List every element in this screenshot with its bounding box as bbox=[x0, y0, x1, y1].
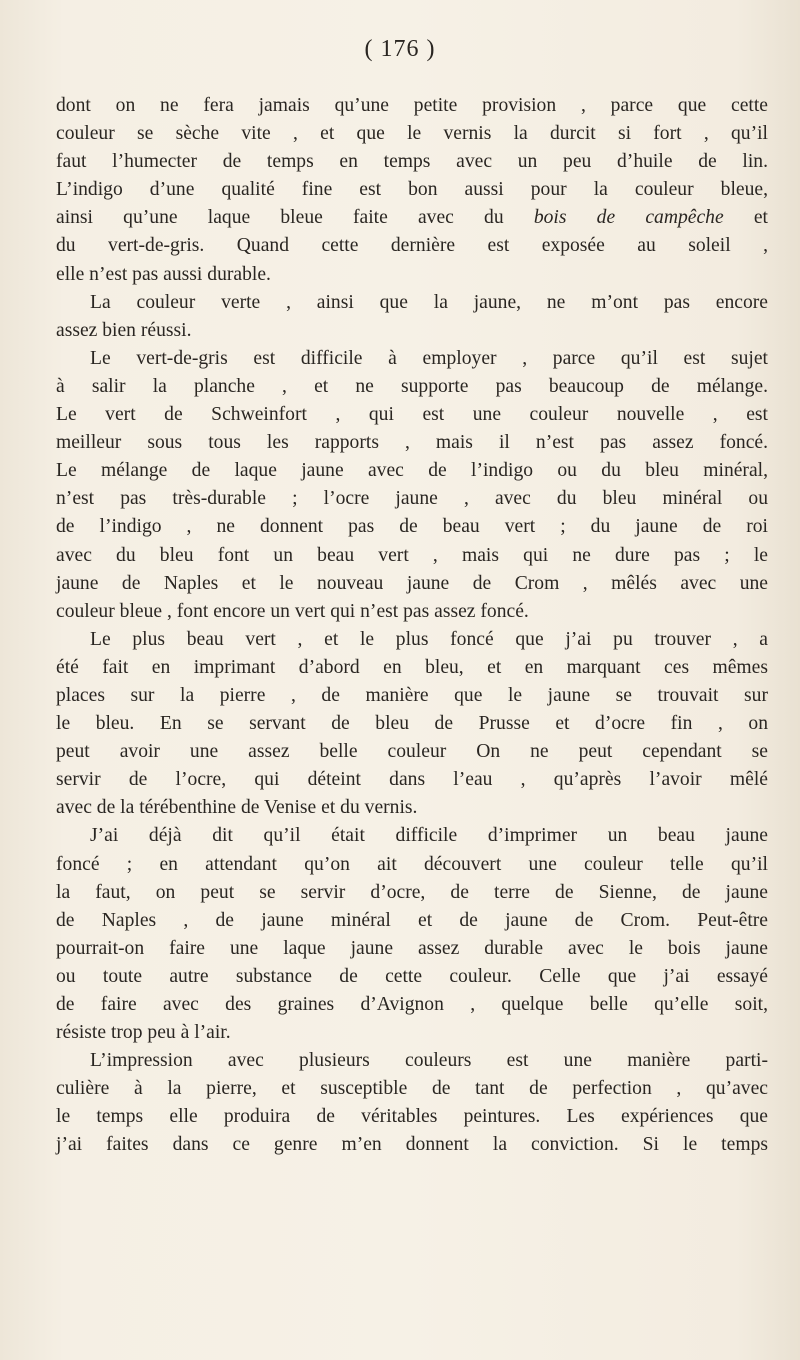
text-line: de faire avec des graines d’Avignon , quelque belle qu’elle soit, bbox=[56, 994, 768, 1015]
text-line: le temps elle produira de véritables peintures. Les expériences que bbox=[56, 1106, 768, 1128]
text-line: à salir la planche , et ne supporte pas beaucoup de mélange. bbox=[56, 375, 768, 397]
text-line: du vert-de-gris. Quand cette dernière est exposée au soleil , bbox=[56, 235, 768, 257]
text-line: de Naples , de jaune minéral et de jaune de Crom. Peut-être bbox=[56, 909, 768, 931]
text-line: assez bien réussi. bbox=[56, 319, 192, 341]
text-line: dont on ne fera jamais qu’une petite provision , parce que cette bbox=[56, 95, 768, 116]
text-line: La couleur verte , ainsi que la jaune, ne m’ont pas encore bbox=[90, 291, 768, 313]
text-line: le bleu. En se servant de bleu de Prusse et d’ocre fin , on bbox=[56, 713, 768, 735]
body-text bbox=[56, 92, 768, 1160]
text-line: L’indigo d’une qualité fine est bon aussi pour la couleur bleue, bbox=[56, 179, 768, 201]
text-line: la faut, on peut se servir d’ocre, de terre de Sienne, de jaune bbox=[56, 881, 768, 903]
text-line: culière à la pierre, et susceptible de tant de perfection , qu’avec bbox=[56, 1078, 768, 1100]
text-line: meilleur sous tous les rapports , mais il n’est pas assez foncé. bbox=[56, 432, 768, 454]
text-line: couleur bleue , font encore un vert qui n’est pas assez foncé. bbox=[56, 600, 529, 622]
text-line: Le mélange de laque jaune avec de l’indigo ou du bleu minéral, bbox=[56, 460, 768, 482]
text-line: elle n’est pas aussi durable. bbox=[56, 263, 271, 285]
text-line: résiste trop peu à l’air. bbox=[56, 1022, 231, 1044]
text-line: jaune de Naples et le nouveau jaune de Crom , mêlés avec une bbox=[56, 572, 768, 594]
text-line: ainsi qu’une laque bleue faite avec du bois de campêche et bbox=[56, 207, 768, 229]
text-line: pourrait-on faire une laque jaune assez durable avec le bois jaune bbox=[56, 937, 768, 959]
text-line: été fait en imprimant d’abord en bleu, et en marquant ces mêmes bbox=[56, 656, 768, 678]
page-number: ( 176 ) bbox=[364, 36, 436, 62]
text-line: J’ai déjà dit qu’il était difficile d’imprimer un beau jaune bbox=[90, 825, 768, 847]
text-line: de l’indigo , ne donnent pas de beau vert ; du jaune de roi bbox=[56, 516, 768, 538]
text-line: foncé ; en attendant qu’on ait découvert une couleur telle qu’il bbox=[56, 853, 768, 875]
text-line: Le plus beau vert , et le plus foncé que j’ai pu trouver , a bbox=[90, 628, 768, 650]
text-line: avec du bleu font un beau vert , mais qui ne dure pas ; le bbox=[56, 544, 768, 566]
text-line: L’impression avec plusieurs couleurs est une manière parti- bbox=[90, 1050, 768, 1072]
text-line: couleur se sèche vite , et que le vernis la durcit si fort , qu’il bbox=[56, 123, 768, 145]
text-line: Le vert-de-gris est difficile à employer , parce qu’il est sujet bbox=[90, 347, 768, 369]
text-line: servir de l’ocre, qui déteint dans l’eau , qu’après l’avoir mêlé bbox=[56, 769, 768, 791]
text-line: avec de la térébenthine de Venise et du vernis. bbox=[56, 797, 418, 819]
text-line: Le vert de Schweinfort , qui est une couleur nouvelle , est bbox=[56, 404, 768, 426]
text-line: j’ai faites dans ce genre m’en donnent la conviction. Si le temps bbox=[56, 1134, 768, 1156]
text-line: n’est pas très-durable ; l’ocre jaune , avec du bleu minéral ou bbox=[56, 488, 768, 510]
text-line: peut avoir une assez belle couleur On ne peut cependant se bbox=[56, 741, 768, 763]
text-line: ou toute autre substance de cette couleur. Celle que j’ai essayé bbox=[56, 965, 768, 987]
text-line: places sur la pierre , de manière que le jaune se trouvait sur bbox=[56, 684, 768, 706]
text-line: faut l’humecter de temps en temps avec un peu d’huile de lin. bbox=[56, 151, 768, 173]
